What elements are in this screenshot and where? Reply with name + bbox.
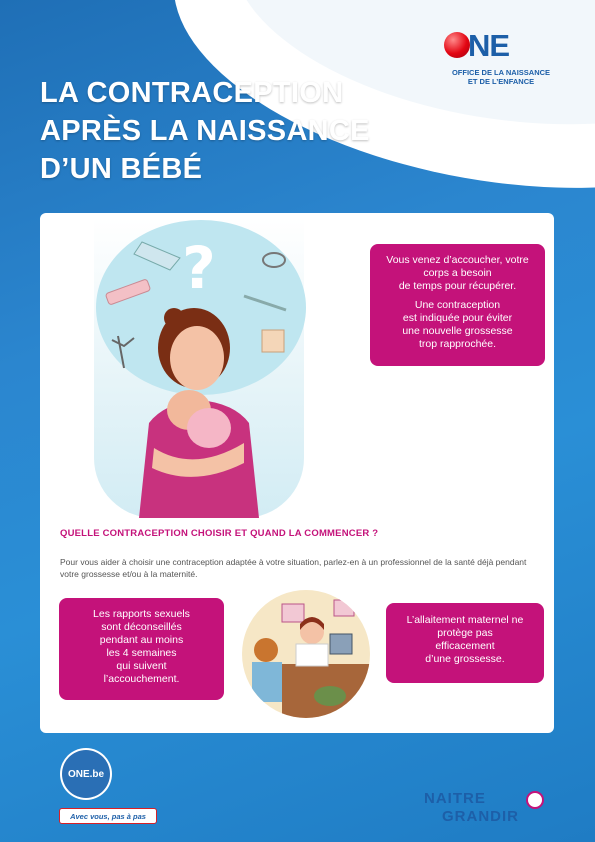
question-mark-icon: ? [182,234,216,302]
mother-face [170,326,224,390]
text-line: est indiquée pour éviter [402,312,513,324]
one-be-link[interactable] [60,748,112,800]
text-line: corps a besoin [423,267,492,279]
baby-face-icon [526,791,544,809]
doctor-coat [296,644,328,666]
one-be-label: ONE.be [62,750,110,798]
sexual-relations-box [59,598,224,700]
one-logo [438,30,568,94]
text-line: Les rapports sexuels [93,608,190,620]
intro-paragraph: Pour vous aider à choisir une contraception adaptée à votre situation, parlez-en à un professionnel de la santé déjà pendant votre grossesse et/ou à la maternité. [60,557,527,579]
grandir-word: GRANDIR [442,808,519,825]
baby-body [187,408,231,448]
text-line: qui suivent [116,660,167,672]
ring-icon [263,253,285,267]
text-line: une nouvelle grossesse [402,325,513,337]
title-line: LA CONTRACEPTION [40,77,344,109]
patch-icon [262,330,284,352]
text-line: pendant au moins [99,634,184,646]
mother-bun [164,308,184,328]
text-line: l’accouchement. [103,673,180,685]
logo-mark: NE [468,28,510,63]
contraception-text [370,299,545,351]
tagline-badge: Avec vous, pas à pas [59,808,157,824]
naitre-word: NAITRE [424,790,486,807]
text-line: de temps pour récupérer. [398,280,517,292]
consultation-drawing [242,590,370,718]
logo-subtitle-line: ET DE L’ENFANCE [467,77,535,86]
text-line: L’allaitement maternel ne [406,614,524,626]
text-line: Vous venez d’accoucher, votre [386,254,529,266]
breastfeeding-text [386,614,544,666]
logo-ball-icon [444,32,470,58]
breastfeeding-box [386,603,544,683]
syringe-icon [244,296,286,310]
text-line: protège pas [437,627,493,639]
iud-icon [112,336,134,368]
text-line: d’une grossesse. [425,653,505,665]
page-title [40,74,370,188]
logo-subtitle [446,68,556,86]
title-line: APRÈS LA NAISSANCE [40,115,370,147]
wall-poster-icon [282,604,304,622]
text-line: efficacement [435,640,495,652]
sexual-relations-text [59,608,224,686]
logo-subtitle-line: OFFICE DE LA NAISSANCE [451,68,551,77]
computer-icon [330,634,352,654]
mother-baby-illustration [94,218,304,518]
pill-pack-icon [105,279,150,305]
consultation-illustration [242,590,370,718]
text-line: trop rapprochée. [418,338,497,350]
diaphragm-icon [134,242,180,270]
text-line: Une contraception [414,299,501,311]
patient-head [254,638,278,662]
section-heading: QUELLE CONTRACEPTION CHOISIR ET QUAND LA COMMENCER ? [60,528,379,539]
naitre-grandir-logo [422,788,550,830]
recovery-text [370,254,545,293]
recovery-info-box [370,244,545,366]
text-line: sont déconseillés [101,621,182,633]
text-line: les 4 semaines [106,647,177,659]
title-line: D’UN BÉBÉ [40,153,203,185]
baby-carrier-icon [314,686,346,706]
